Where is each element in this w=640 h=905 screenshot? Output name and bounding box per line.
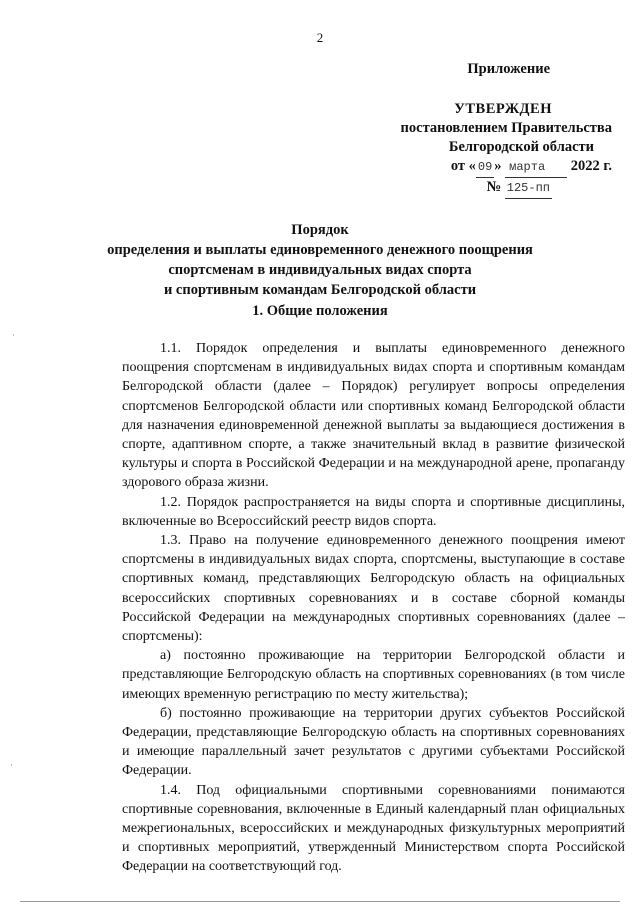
paragraph-1-3-a: а) постоянно проживающие на территории Белгородской области и представляющие Белгородскую область на спортивных соревнованиях (в том числе имеющих временную регистрацию по месту жительства); xyxy=(122,648,625,702)
paragraph-1-2: 1.2. Порядок распространяется на виды спорта и спортивные дисциплины, включенные во Всероссийский реестр видов спорта. xyxy=(122,494,625,529)
scan-speck: · xyxy=(10,760,13,770)
section-heading: 1. Общие положения xyxy=(252,303,388,319)
appendix-label: Приложение xyxy=(467,61,550,77)
scan-bottom-line xyxy=(20,901,620,902)
date-mid: » xyxy=(494,158,502,174)
paragraph-1-3-b: б) постоянно проживающие на территории других субъектов Российской Федерации, представляющие Белгородскую область на спортивных соревнованиях и имеющие параллельный зачет результатов с другими субъектами Российской Федерации. xyxy=(122,705,625,779)
document-body xyxy=(122,339,625,877)
approval-line-1: постановлением Правительства xyxy=(400,120,612,136)
approval-date xyxy=(362,157,612,178)
date-year: 2022 г. xyxy=(570,158,612,174)
number-value: 125-пп xyxy=(505,179,552,199)
approval-line-2: Белгородской области xyxy=(448,139,594,155)
approval-number xyxy=(362,178,552,199)
paragraph-1-1: 1.1. Порядок определения и выплаты единовременного денежного поощрения спортсменам в индивидуальных видах спорта и спортивным командам Белгородской области (далее – Порядок) регулирует вопросы определения спортсменов Белгородской области или спортивных команд Белгородской области для назначения единовременной денежной выплаты за выдающиеся достижения в спорте, адаптивном спорте, а также значительный вклад в развитие физической культуры и спорта в Российской Федерации и на международной арене, пропаганду здорового образа жизни. xyxy=(122,341,625,491)
approved-label: УТВЕРЖДЕН xyxy=(454,101,552,117)
number-prefix: № xyxy=(486,179,502,195)
date-day: 09 xyxy=(476,158,494,178)
title-line-4: и спортивным командам Белгородской области xyxy=(163,282,477,298)
page-number: 2 xyxy=(316,30,324,45)
title-line-3: спортсменам в индивидуальных видах спорта xyxy=(168,262,472,278)
date-prefix: от « xyxy=(450,158,476,174)
paragraph-1-3: 1.3. Право на получение единовременного денежного поощрения имеют спортсмены в индивидуальных видах спорта, спортсмены, выступающие в составе спортивных команд, представляющих Белгородскую область на официальных всероссийских спортивных соревнованиях и в составе сборной команды Российской Федерации на международных спортивных соревнованиях (далее – спортсмены): xyxy=(122,533,625,645)
document-title xyxy=(0,220,640,300)
scan-speck: · xyxy=(12,330,15,340)
approval-block xyxy=(362,60,612,199)
title-line-1: Порядок xyxy=(291,222,349,238)
title-line-2: определения и выплаты единовременного денежного поощрения xyxy=(107,242,533,258)
paragraph-1-4: 1.4. Под официальными спортивными соревнованиями понимаются спортивные соревнования, включенные в Единый календарный план официальных межрегиональных, всероссийских и международных физкультурных мероприятий и спортивных мероприятий, утвержденный Министерством спорта Российской Федерации на соответствующий год. xyxy=(122,782,625,875)
date-month: марта xyxy=(505,158,567,178)
